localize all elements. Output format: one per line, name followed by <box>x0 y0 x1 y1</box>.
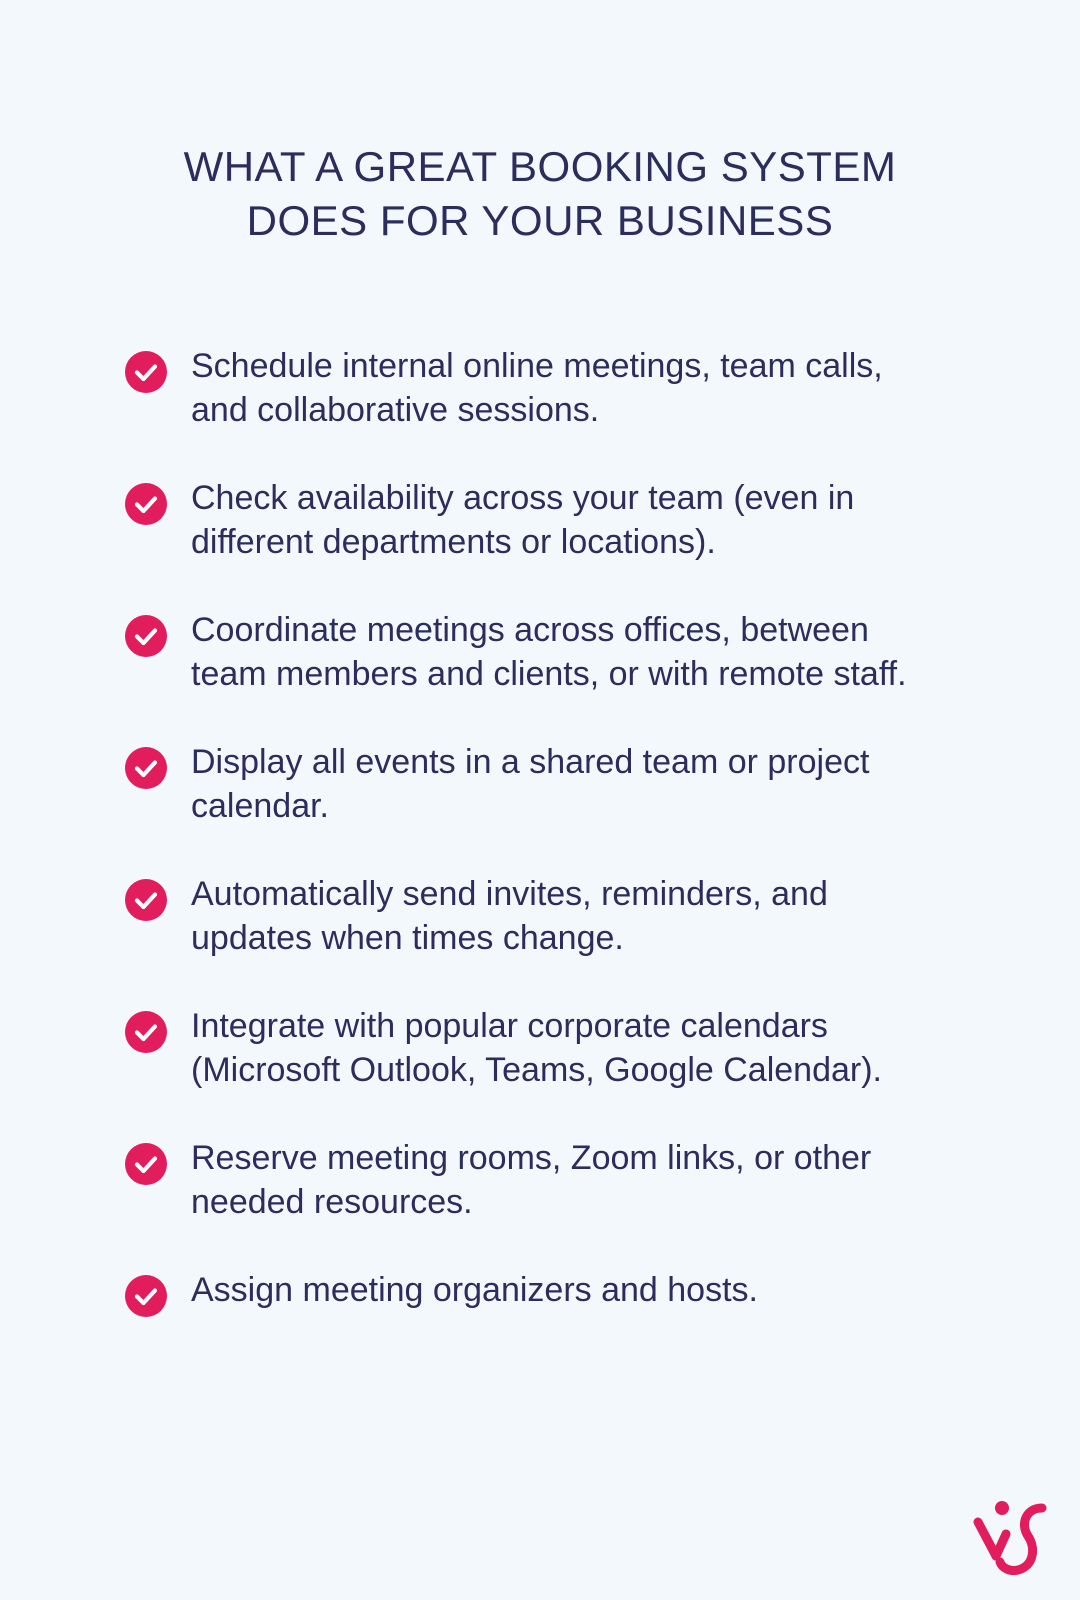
list-item-line-2: and collaborative sessions. <box>191 391 600 429</box>
list-item-line-1: Automatically send invites, reminders, and <box>191 875 828 913</box>
list-item-line-2: calendar. <box>191 787 329 825</box>
list-item-line-1: Assign meeting organizers and hosts. <box>191 1271 758 1309</box>
list-item-line-1: Schedule internal online meetings, team calls, <box>191 347 883 385</box>
list-item-line-2: different departments or locations). <box>191 523 716 561</box>
check-circle-icon <box>125 1143 167 1185</box>
page-title <box>0 140 1080 248</box>
check-circle-icon <box>125 351 167 393</box>
list-item-text <box>191 740 965 828</box>
list-item-text <box>191 1136 965 1224</box>
check-circle-icon <box>125 1011 167 1053</box>
list-item-line-1: Coordinate meetings across offices, between <box>191 611 869 649</box>
feature-list <box>125 344 965 1400</box>
list-item-line-2: (Microsoft Outlook, Teams, Google Calendar). <box>191 1051 882 1089</box>
list-item <box>125 872 965 1004</box>
check-circle-icon <box>125 879 167 921</box>
list-item-line-2: team members and clients, or with remote staff. <box>191 655 907 693</box>
check-circle-icon <box>125 747 167 789</box>
list-item-text <box>191 476 965 564</box>
list-item-line-2: needed resources. <box>191 1183 473 1221</box>
page-title-line-2: DOES FOR YOUR BUSINESS <box>246 197 834 244</box>
list-item <box>125 344 965 476</box>
list-item <box>125 740 965 872</box>
check-circle-icon <box>125 1275 167 1317</box>
list-item-text <box>191 1004 965 1092</box>
list-item-line-1: Reserve meeting rooms, Zoom links, or other <box>191 1139 872 1177</box>
list-item-text <box>191 1268 965 1312</box>
list-item-line-2: updates when times change. <box>191 919 624 957</box>
check-circle-icon <box>125 483 167 525</box>
list-item-line-1: Display all events in a shared team or project <box>191 743 870 781</box>
list-item-text <box>191 608 965 696</box>
check-circle-icon <box>125 615 167 657</box>
list-item-text <box>191 872 965 960</box>
list-item-text <box>191 344 965 432</box>
brand-logo-icon <box>972 1500 1052 1578</box>
list-item <box>125 1004 965 1136</box>
list-item-line-1: Integrate with popular corporate calendars <box>191 1007 828 1045</box>
list-item <box>125 608 965 740</box>
list-item-line-1: Check availability across your team (even in <box>191 479 855 517</box>
list-item <box>125 476 965 608</box>
page-title-line-1: WHAT A GREAT BOOKING SYSTEM <box>183 143 897 190</box>
list-item <box>125 1136 965 1268</box>
list-item <box>125 1268 965 1400</box>
